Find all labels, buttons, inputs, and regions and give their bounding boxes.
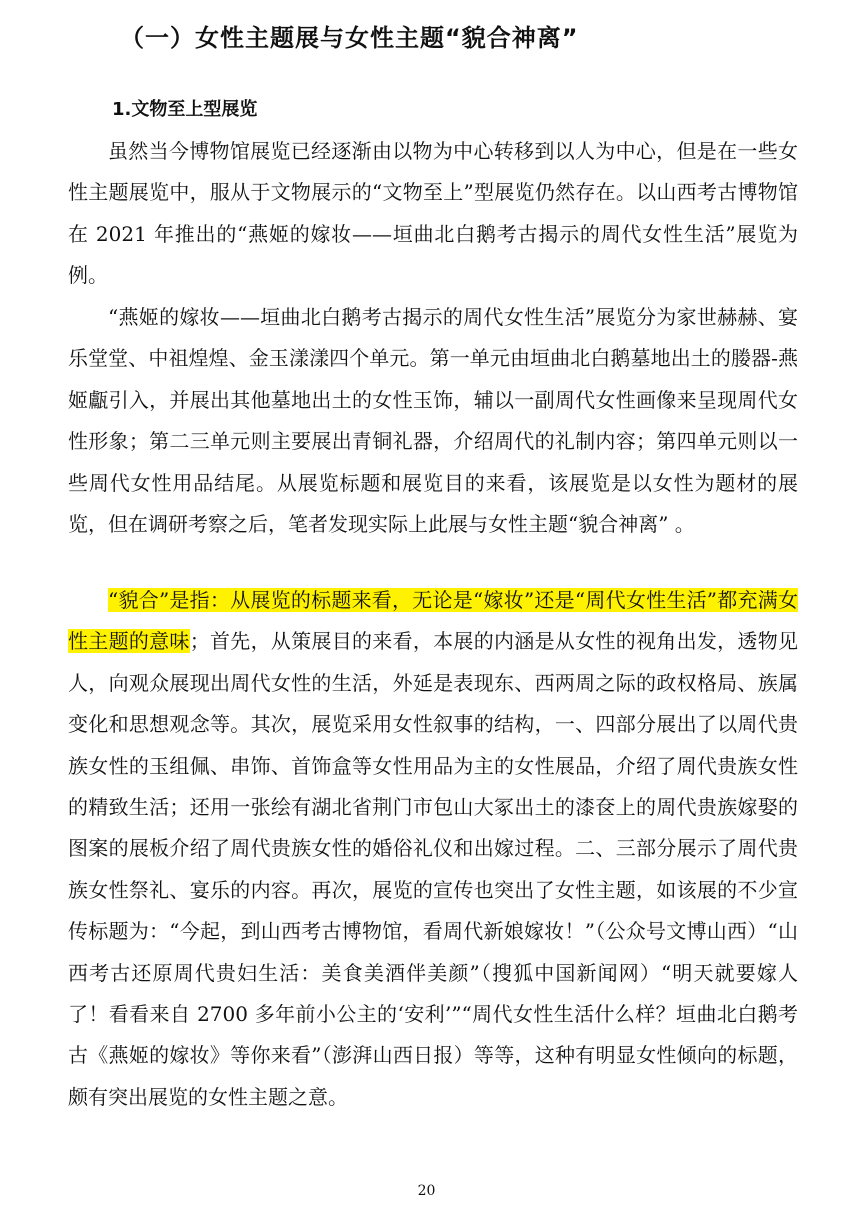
highlighted-text: “貌合”是指：从展览的标题来看，无论是“嫁妆”还是“周代女性生活”都充满女性主题的意味 (68, 588, 798, 654)
body-paragraph: “燕姬的嫁妆——垣曲北白鹅考古揭示的周代女性生活”展览分为家世赫赫、宴乐堂堂、中祖煌煌、金玉漾漾四个单元。第一单元由垣曲北白鹅墓地出土的媵器-燕姬甗引入，并展出其他墓地出土的女性玉饰，辅以一副周代女性画像来呈现周代女性形象；第二三单元则主要展出青铜礼器，介绍周代的礼制内容；第四单元则以一些周代女性用品结尾。从展览标题和展览目的来看，该展览是以女性为题材的展览，但在调研考察之后，笔者发现实际上此展与女性主题“貌合神离” 。 (68, 305, 798, 537)
section-title: （一）女性主题展与女性主题“貌合神离” (120, 24, 579, 52)
page-number: 20 (417, 1183, 436, 1199)
subsection-title: 1.文物至上型展览 (112, 99, 258, 120)
body-paragraph-1-block (68, 131, 798, 297)
body-paragraph-3-block (68, 580, 798, 1118)
body-paragraph-highlighted (68, 580, 798, 1118)
body-paragraph: 虽然当今博物馆展览已经逐渐由以物为中心转移到以人为中心，但是在一些女性主题展览中，服从于文物展示的“文物至上”型展览仍然存在。以山西考古博物馆在 2021 年推出的“燕姬的嫁妆——垣曲北白鹅考古揭示的周代女性生活”展览为例。 (68, 139, 798, 288)
body-paragraph-2-block (68, 297, 798, 545)
paragraph-text: ；首先，从策展目的来看，本展的内涵是从女性的视角出发，透物见人，向观众展现出周代女性的生活，外延是表现东、西两周之际的政权格局、族属变化和思想观念等。其次，展览采用女性叙事的结构，一、四部分展出了以周代贵族女性的玉组佩、串饰、首饰盒等女性用品为主的女性展品，介绍了周代贵族女性的精致生活；还用一张绘有湖北省荆门市包山大冢出土的漆奁上的周代贵族嫁娶的图案的展板介绍了周代贵族女性的婚俗礼仪和出嫁过程。二、三部分展示了周代贵族女性祭礼、宴乐的内容。再次，展览的宣传也突出了女性主题，如该展的不少宣传标题为：“今起，到山西考古博物馆，看周代新娘嫁妆！”（公众号文博山西）“山西考古还原周代贵妇生活：美食美酒伴美颜”（搜狐中国新闻网）“明天就要嫁人了！看看来自 2700 多年前小公主的‘安利’”“周代女性生活什么样？垣曲北白鹅考古《燕姬的嫁妆》等你来看”（澎湃山西日报）等等，这种有明显女性倾向的标题，颇有突出展览的女性主题之意。 (68, 629, 799, 1109)
